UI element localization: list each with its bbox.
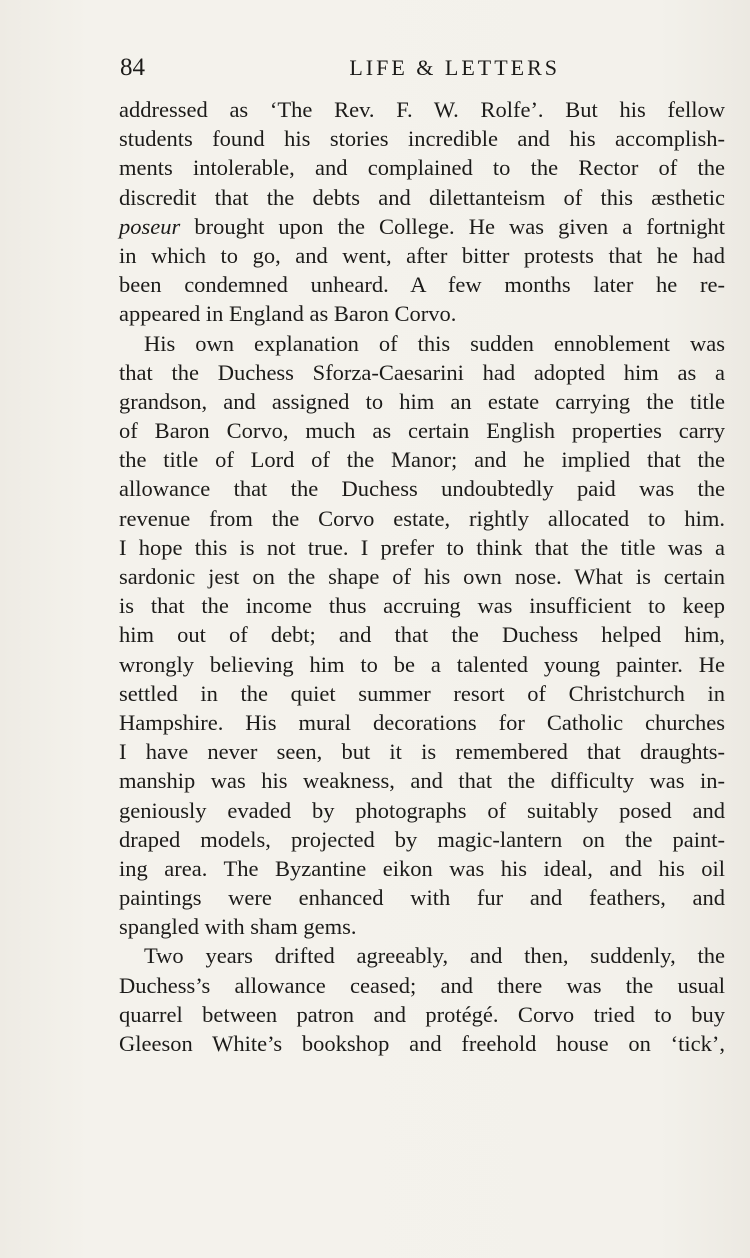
text-line: quarrel between patron and protégé. Corvo tried to buy [119,1001,725,1027]
text-line: grandson, and assigned to him an estate carrying the title [119,388,725,414]
text-line: His own explanation of this sudden ennoblement was [144,330,725,356]
paragraph-3 [119,941,725,1058]
page-number: 84 [120,54,145,81]
running-head [120,52,560,84]
body-text [119,95,725,1058]
text-line: Two years drifted agreeably, and then, suddenly, the [144,943,725,969]
text-line: students found his stories incredible and his accomplish- [119,126,725,152]
text-line: Hampshire. His mural decorations for Catholic churches [119,709,725,735]
text-line: Duchess’s allowance ceased; and there was the usual [119,972,725,998]
text-line: geniously evaded by photographs of suitably posed and [119,797,725,823]
italic-word: poseur [119,213,181,239]
paragraph-1 [119,95,725,329]
text-line: sardonic jest on the shape of his own nose. What is certain [119,564,725,589]
running-head-title: LIFE & LETTERS [349,55,560,80]
text-line: poseur brought upon the College. He was given a fortnight [119,213,725,239]
text-line: him out of debt; and that the Duchess helped him, [119,622,725,648]
text-line: discredit that the debts and dilettanteism of this æsthetic [119,184,725,210]
text-line: manship was his weakness, and that the difficulty was in- [119,768,725,794]
text-line: is that the income thus accruing was insufficient to keep [119,593,725,619]
text-line: been condemned unheard. A few months later he re- [119,272,725,298]
text-line: settled in the quiet summer resort of Christchurch in [119,680,725,706]
text-line: spangled with sham gems. [119,914,357,940]
text-line: allowance that the Duchess undoubtedly paid was the [119,476,725,502]
text-line: that the Duchess Sforza-Caesarini had adopted him as a [119,359,725,385]
text-line: draped models, projected by magic-lantern on the paint- [119,826,725,852]
text-line: revenue from the Corvo estate, rightly allocated to him. [119,505,725,531]
text-line: addressed as ‘The Rev. F. W. Rolfe’. But his fellow [119,97,725,122]
text-line: of Baron Corvo, much as certain English properties carry [119,418,725,444]
text-line: wrongly believing him to be a talented young painter. He [119,651,725,677]
text-line: paintings were enhanced with fur and feathers, and [119,885,725,911]
text-line: ments intolerable, and complained to the Rector of the [119,155,725,181]
text-line: Gleeson White’s bookshop and freehold house on ‘tick’, [119,1031,725,1056]
paragraph-2 [119,329,725,942]
text-line: ing area. The Byzantine eikon was his ideal, and his oil [119,855,725,881]
text-line: I hope this is not true. I prefer to think that the title was a [119,534,725,560]
text-line: appeared in England as Baron Corvo. [119,301,457,327]
text-line: in which to go, and went, after bitter protests that he had [119,242,725,268]
text-line: the title of Lord of the Manor; and he implied that the [119,447,725,473]
text-line: I have never seen, but it is remembered that draughts- [119,739,725,765]
